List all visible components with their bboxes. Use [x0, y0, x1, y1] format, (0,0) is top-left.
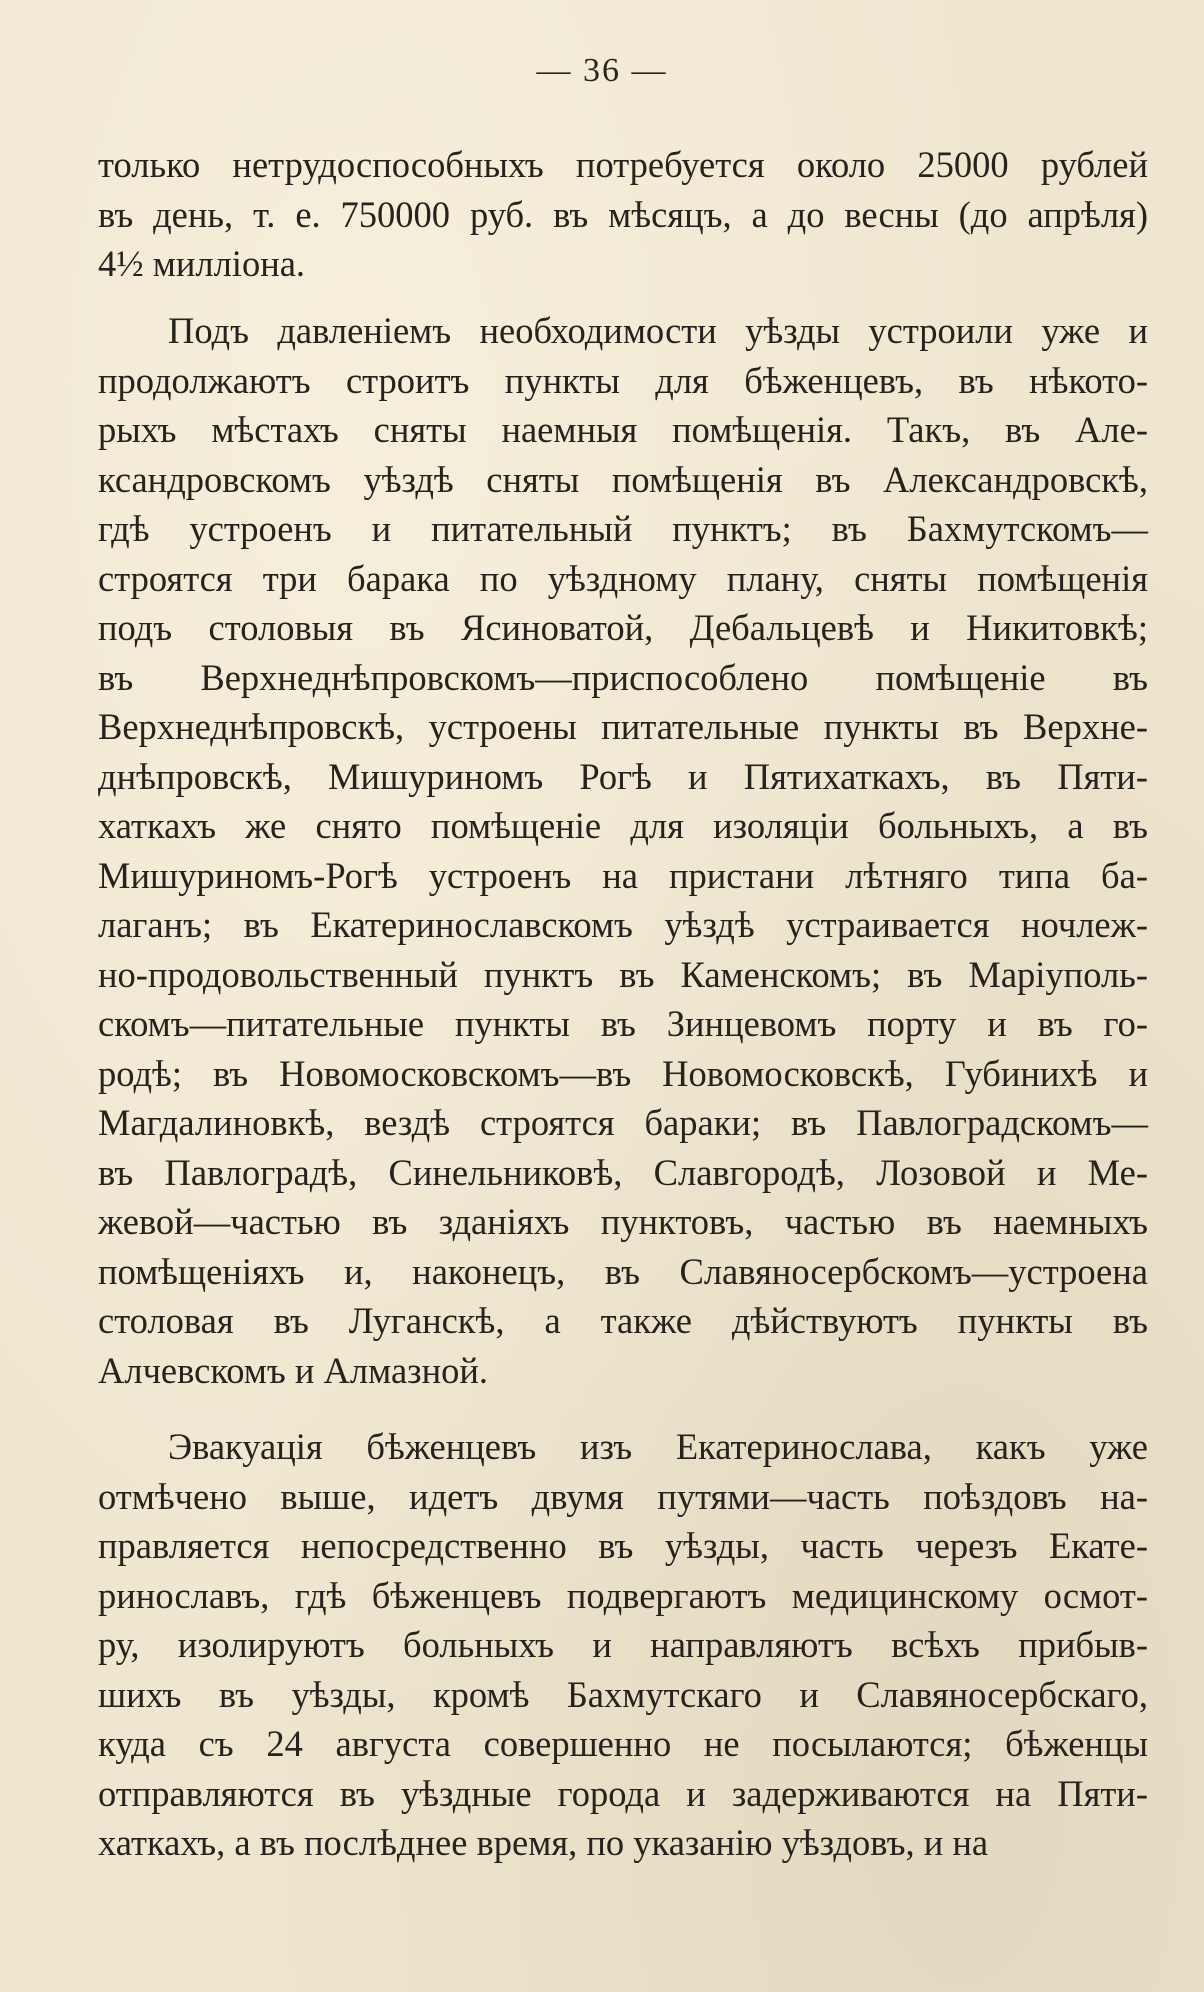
text-line: скомъ—питательные пункты въ Зинцевомъ порту и въ го-: [98, 1003, 1148, 1044]
text-line: отправляются въ уѣздные города и задерживаются на Пяти-: [98, 1772, 1148, 1814]
text-line: въ день, т. е. 750000 руб. въ мѣсяцъ, а до весны (до апрѣля): [98, 193, 1148, 235]
paragraph-3: [98, 1422, 1148, 1868]
text-line: только нетрудоспособныхъ потребуется около 25000 рублей: [98, 144, 1148, 185]
page-number: — 36 —: [536, 52, 668, 89]
text-line: столовая въ Луганскѣ, а также дѣйствуютъ пункты въ: [98, 1300, 1148, 1341]
text-line: ринославъ, гдѣ бѣженцевъ подвергаютъ медицинскому осмот-: [98, 1574, 1148, 1616]
text-line: Эвакуація бѣженцевъ изъ Екатеринослава, какъ уже: [168, 1426, 1148, 1467]
text-line: хаткахъ, а въ послѣднее время, по указанію уѣздовъ, и на: [98, 1822, 989, 1863]
paragraph-2: [98, 306, 1148, 1395]
text-line: въ Верхнеднѣпровскомъ—приспособлено помѣщеніе въ: [98, 656, 1148, 698]
text-line: Верхнеднѣпровскѣ, устроены питательные пункты въ Верхне-: [98, 706, 1148, 747]
text-line: Подъ давленіемъ необходимости уѣзды устроили уже и: [168, 310, 1148, 351]
text-line: Магдалиновкѣ, вездѣ строятся бараки; въ Павлоградскомъ—: [98, 1102, 1148, 1143]
text-line: родѣ; въ Новомосковскомъ—въ Новомосковскѣ, Губинихѣ и: [98, 1052, 1148, 1094]
text-line: хаткахъ же снято помѣщеніе для изоляціи больныхъ, а въ: [98, 805, 1148, 846]
text-line: отмѣчено выше, идетъ двумя путями—часть поѣздовъ на-: [98, 1475, 1148, 1517]
text-line: ксандровскомъ уѣздѣ сняты помѣщенія въ Александровскѣ,: [98, 458, 1148, 500]
text-line: строятся три барака по уѣздному плану, сняты помѣщенія: [98, 557, 1148, 599]
text-line: Алчевскомъ и Алмазной.: [98, 1349, 489, 1391]
text-line: куда съ 24 августа совершенно не посылаются; бѣженцы: [98, 1723, 1148, 1764]
text-line: лаганъ; въ Екатеринославскомъ уѣздѣ устраивается ночлеж-: [98, 904, 1148, 945]
text-line: въ Павлоградѣ, Синельниковѣ, Славгородѣ, Лозовой и Ме-: [98, 1151, 1148, 1193]
paragraph-1: [98, 140, 1148, 289]
text-line: ру, изолируютъ больныхъ и направляютъ всѣхъ прибыв-: [98, 1624, 1148, 1665]
text-line: днѣпровскѣ, Мишуриномъ Рогѣ и Пятихаткахъ, въ Пяти-: [98, 755, 1148, 797]
text-line: жевой—частью въ зданіяхъ пунктовъ, частью въ наемныхъ: [98, 1201, 1148, 1242]
text-line: но-продовольственный пунктъ въ Каменскомъ; въ Маріуполь-: [98, 953, 1148, 995]
text-line: помѣщеніяхъ и, наконецъ, въ Славяносербскомъ—устроена: [98, 1250, 1148, 1292]
text-line: Мишуриномъ-Рогѣ устроенъ на пристани лѣтняго типа ба-: [98, 854, 1148, 896]
text-line: продолжаютъ строитъ пункты для бѣженцевъ, въ нѣкото-: [98, 359, 1148, 401]
text-line: рыхъ мѣстахъ сняты наемныя помѣщенія. Такъ, въ Але-: [98, 409, 1148, 450]
text-line: 4½ милліона.: [98, 243, 306, 284]
text-line: шихъ въ уѣзды, кромѣ Бахмутскаго и Славяносербскаго,: [98, 1673, 1148, 1715]
text-line: подъ столовыя въ Ясиноватой, Дебальцевѣ и Никитовкѣ;: [98, 607, 1148, 648]
text-line: правляется непосредственно въ уѣзды, часть черезъ Екате-: [98, 1525, 1148, 1566]
text-line: гдѣ устроенъ и питательный пунктъ; въ Бахмутскомъ—: [98, 508, 1148, 549]
